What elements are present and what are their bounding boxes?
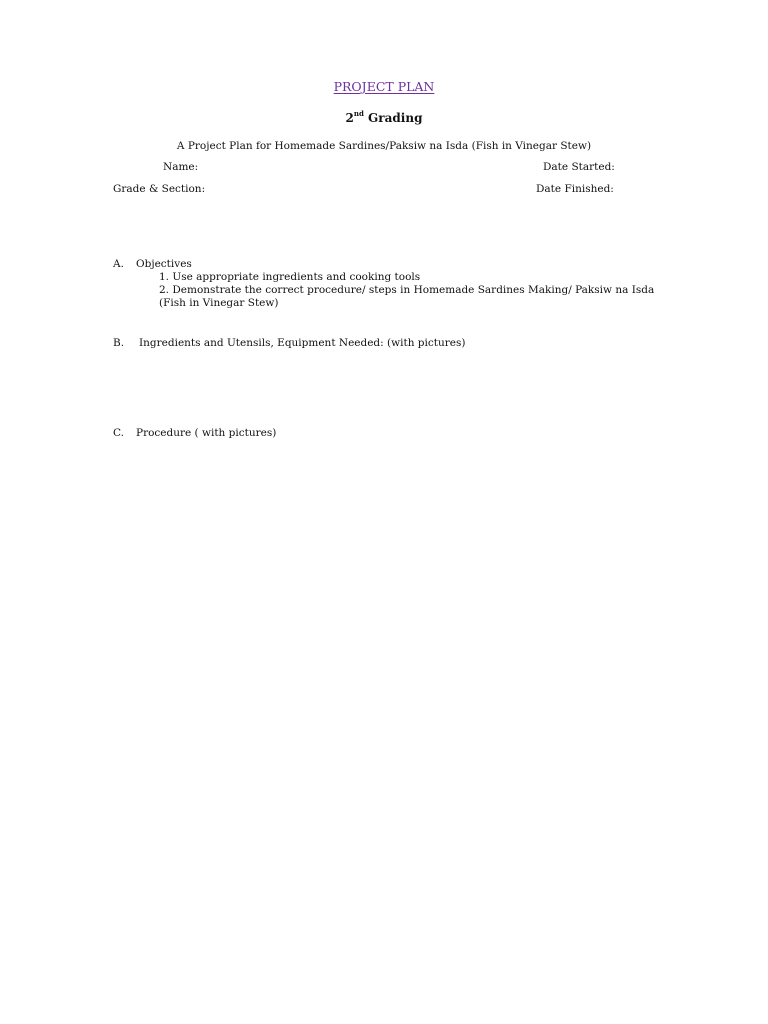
section-b-marker: B. [113, 337, 125, 349]
section-c-marker: C. [113, 427, 124, 439]
section-a-marker: A. [113, 258, 124, 270]
grade-section-label: Grade & Section: [113, 183, 206, 195]
project-subtitle: A Project Plan for Homemade Sardines/Paksiw na Isda (Fish in Vinegar Stew) [176, 140, 592, 152]
grading-heading [0, 109, 768, 125]
section-a-heading: Objectives [136, 258, 192, 270]
grading-word: Grading [368, 111, 423, 125]
section-c-heading: Procedure ( with pictures) [136, 427, 277, 439]
date-finished-label: Date Finished: [536, 183, 614, 195]
grading-superscript: nd [353, 109, 364, 118]
objective-item: 1. Use appropriate ingredients and cooking tools [159, 271, 421, 283]
objective-item: 2. Demonstrate the correct procedure/ steps in Homemade Sardines Making/ Paksiw na Isda [159, 284, 655, 296]
date-started-label: Date Started: [543, 161, 615, 173]
objective-item: (Fish in Vinegar Stew) [159, 297, 279, 309]
grading-number: 2 [345, 111, 354, 125]
name-label: Name: [163, 161, 199, 173]
page-title: PROJECT PLAN [333, 79, 435, 94]
section-b-heading: Ingredients and Utensils, Equipment Needed: (with pictures) [139, 337, 466, 349]
